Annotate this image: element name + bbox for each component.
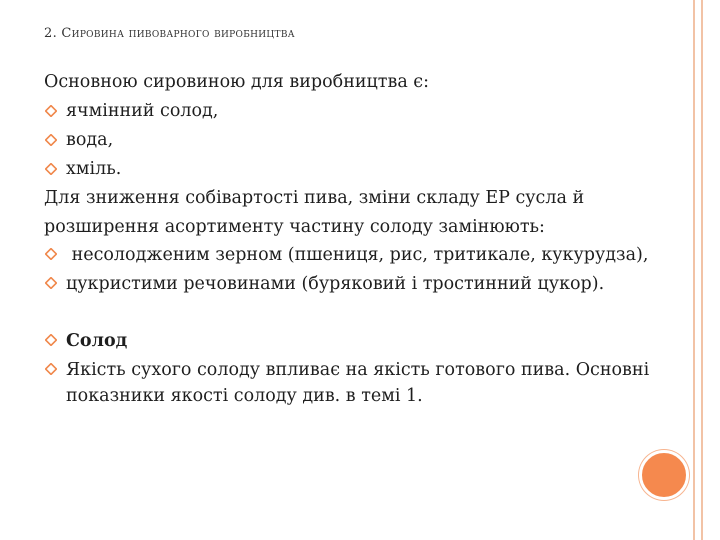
list-item-text: несолодженим зерном (пшениця, рис, тритикале, кукурудза),: [66, 245, 649, 265]
orange-circle-icon: [639, 450, 689, 500]
list-item: [44, 242, 654, 268]
list-item-text: хміль.: [66, 159, 122, 179]
malt-list: [44, 328, 654, 409]
slide-content: [44, 68, 654, 412]
list-item: [44, 328, 654, 354]
orange-diamond-bullet-icon: [45, 134, 57, 146]
slide-title: 2. Сировина пивоварного виробництва: [44, 26, 295, 41]
orange-diamond-bullet-icon: [45, 334, 57, 346]
paragraph-text: Для зниження собівартості пива, зміни складу ЕР сусла й розширення асортименту частину солоду замінюють:: [44, 188, 585, 237]
list-item: [44, 126, 654, 155]
replacements-list: [44, 242, 654, 297]
orange-diamond-bullet-icon: [45, 248, 57, 260]
orange-diamond-bullet-icon: [45, 363, 57, 375]
list-item: [44, 155, 654, 184]
malt-quality-text: Якість сухого солоду впливає на якість готового пива. Основні показники якості солоду див. в темі 1.: [66, 360, 650, 406]
list-item-text: вода,: [66, 130, 114, 150]
decorative-vertical-line-right: [701, 0, 703, 540]
malt-heading: Солод: [66, 331, 128, 351]
orange-diamond-bullet-icon: [45, 105, 57, 117]
orange-diamond-bullet-icon: [45, 277, 57, 289]
list-item: [44, 271, 654, 297]
orange-diamond-bullet-icon: [45, 163, 57, 175]
raw-materials-list: [44, 97, 654, 184]
list-item: [44, 357, 654, 409]
list-item-text: ячмінний солод,: [66, 101, 219, 121]
list-item-text: цукристими речовинами (буряковий і тростинний цукор).: [66, 274, 605, 294]
intro-text: Основною сировиною для виробництва є:: [44, 72, 430, 92]
list-item: [44, 97, 654, 126]
decorative-vertical-line-left: [693, 0, 695, 540]
